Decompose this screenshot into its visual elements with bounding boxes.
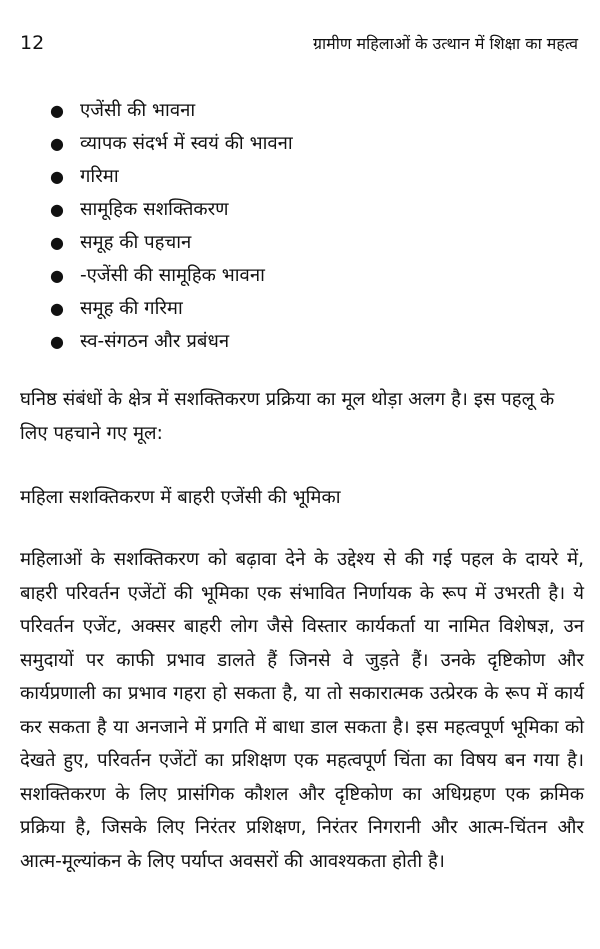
running-title: ग्रामीण महिलाओं के उत्थान में शिक्षा का महत्व	[312, 34, 578, 53]
intro-paragraph: घनिष्ठ संबंधों के क्षेत्र में सशक्तिकरण प्रक्रिया का मूल थोड़ा अलग है। इस पहलू के लिए पहचाने गए मूल:	[20, 389, 555, 444]
list-item	[50, 193, 293, 226]
list-item	[50, 259, 293, 292]
list-item	[50, 127, 293, 160]
list-item	[50, 226, 293, 259]
body-paragraph: महिलाओं के सशक्तिकरण को बढ़ावा देने के उद्देश्य से की गई पहल के दायरे में, बाहरी परिवर्तन एजेंटों की भूमिका एक संभावित निर्णायक के रूप में उभरती है। ये परिवर्तन एजेंट, अक्सर बाहरी लोग जैसे विस्तार कार्यकर्ता या नामित विशेषज्ञ, उन समुदायों पर काफी प्रभाव डालते हैं जिनसे वे जुड़ते हैं। उनके दृष्टिकोण और कार्यप्रणाली का प्रभाव गहरा हो सकता है, या तो सकारात्मक उत्प्रेरक के रूप में कार्य कर सकता है या अनजाने में प्रगति में बाधा डाल सकता है। इस महत्वपूर्ण भूमिका को देखते हुए, परिवर्तन एजेंटों का प्रशिक्षण एक महत्वपूर्ण चिंता का विषय बन गया है। सशक्तिकरण के लिए प्रासंगिक कौशल और दृष्टिकोण का अधिग्रहण एक क्रमिक प्रक्रिया है, जिसके लिए निरंतर प्रशिक्षण, निरंतर निगरानी और आत्म-चिंतन और आत्म-मूल्यांकन के लिए पर्याप्त अवसरों की आवश्यकता होती है।	[20, 549, 584, 872]
list-item-text: समूह की पहचान	[80, 232, 192, 253]
bullet-icon: ●	[50, 299, 64, 318]
list-item-text: स्व-संगठन और प्रबंधन	[80, 331, 230, 352]
bullet-icon: ●	[50, 332, 64, 351]
bullet-icon: ●	[50, 233, 64, 252]
list-item	[50, 94, 293, 127]
bullet-icon: ●	[50, 266, 64, 285]
list-item	[50, 325, 293, 358]
list-item-text: -एजेंसी की सामूहिक भावना	[80, 265, 265, 286]
bullet-icon: ●	[50, 200, 64, 219]
bullet-icon: ●	[50, 101, 64, 120]
list-item-text: गरिमा	[80, 166, 119, 187]
section-heading: महिला सशक्तिकरण में बाहरी एजेंसी की भूमिका	[20, 487, 341, 508]
bullet-icon: ●	[50, 134, 64, 153]
bullet-icon: ●	[50, 167, 64, 186]
list-item	[50, 160, 293, 193]
list-item-text: समूह की गरिमा	[80, 298, 183, 319]
page-number: 12	[20, 32, 45, 54]
page-header	[20, 30, 578, 56]
bullet-list	[50, 94, 293, 358]
list-item	[50, 292, 293, 325]
list-item-text: व्यापक संदर्भ में स्वयं की भावना	[80, 133, 293, 154]
list-item-text: सामूहिक सशक्तिकरण	[80, 199, 229, 220]
list-item-text: एजेंसी की भावना	[80, 100, 196, 121]
